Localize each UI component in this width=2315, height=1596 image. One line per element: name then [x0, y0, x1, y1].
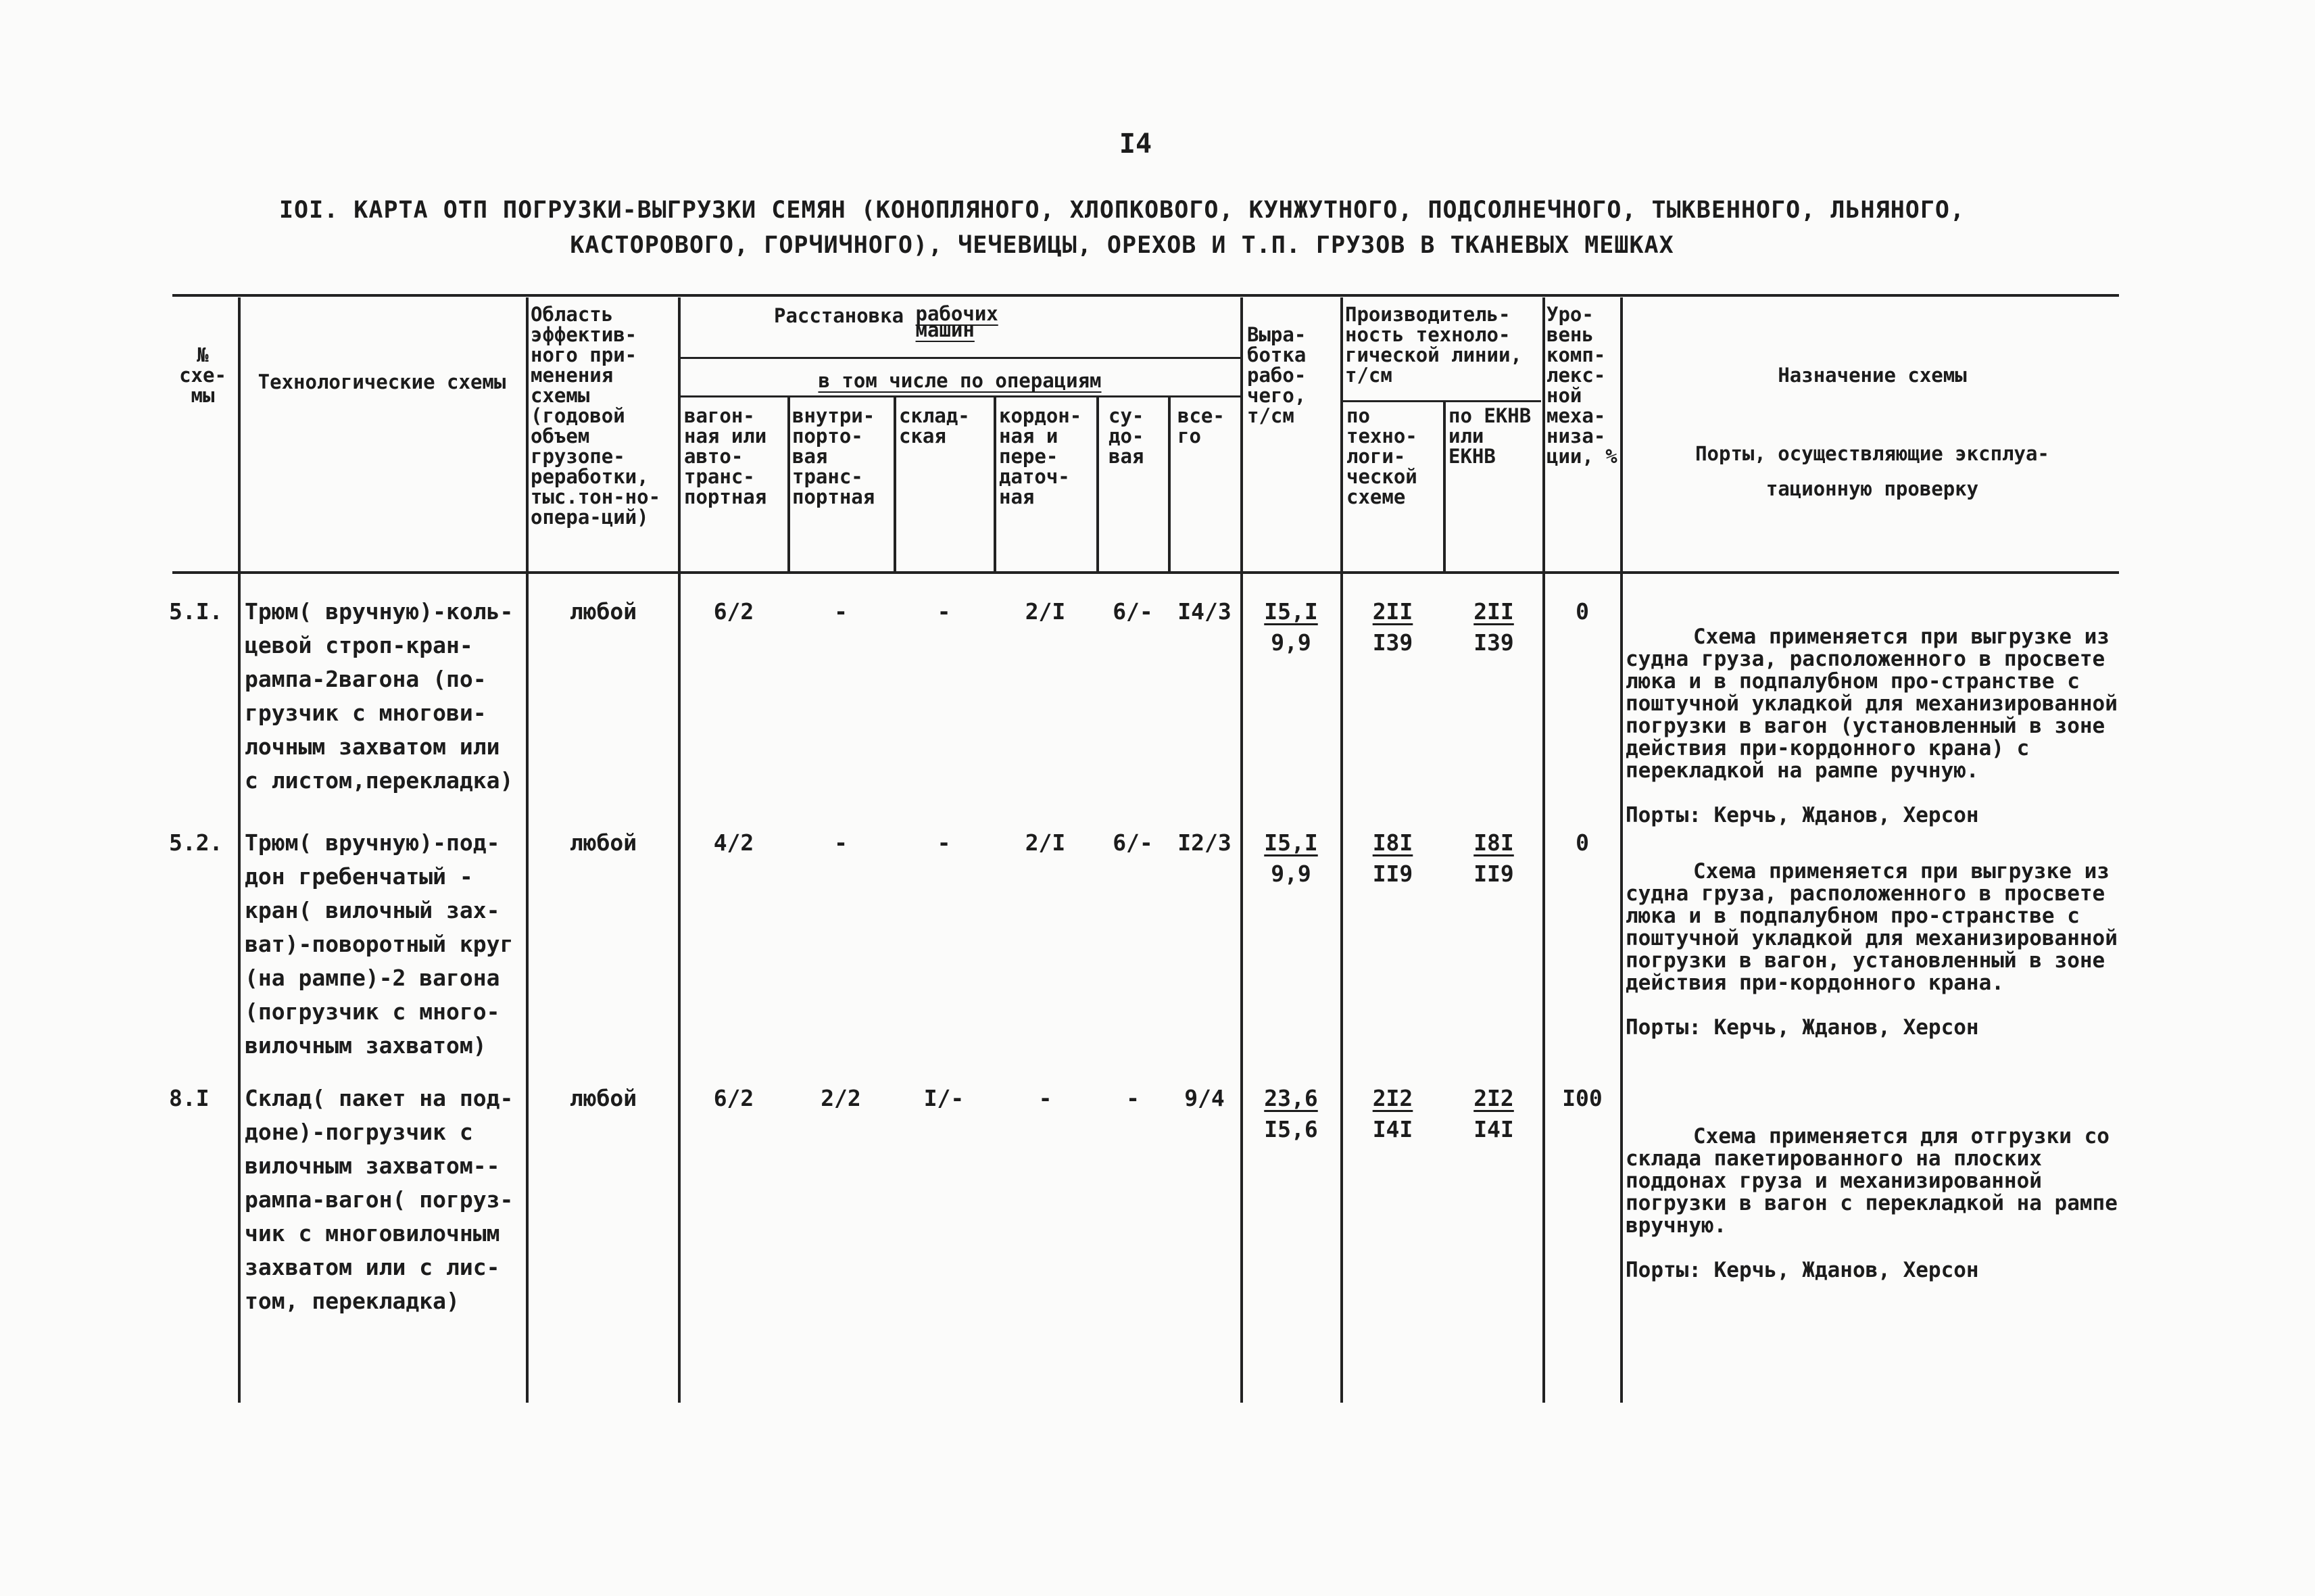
row-op-4: 2/I [1025, 598, 1066, 625]
row-prod-norm [1446, 596, 1541, 658]
header-incl-ops: в том числе по операциям [818, 369, 1102, 392]
header-scheme-no: № схе-мы [179, 343, 226, 407]
row-prod-norm-top: 2II [1473, 598, 1514, 625]
row-scheme-text: Трюм( вручную)-коль-цевой строп-кран-рампа-2вагона (по-грузчик с многови-лочным захватом или с листом,перекладка) [245, 598, 514, 794]
row-prod-scheme [1344, 1083, 1442, 1145]
col-line-6 [994, 397, 996, 571]
row-prod-norm-top: I8I [1473, 829, 1514, 856]
row-output-bottom: 9,9 [1271, 629, 1311, 656]
header-bottom-rule [172, 571, 2119, 574]
col-line-11 [1443, 402, 1446, 571]
row-op-2: - [834, 598, 848, 625]
col-line-5 [894, 397, 896, 571]
row-prod-norm-top: 2I2 [1473, 1085, 1514, 1111]
col-line-7 [1096, 397, 1099, 571]
row-prod-scheme-bottom: II9 [1372, 861, 1413, 887]
row-prod-scheme-bottom: I4I [1372, 1116, 1413, 1142]
row-level: I00 [1562, 1085, 1603, 1111]
page-number: I4 [1119, 128, 1152, 160]
incl-ops-rule [679, 395, 1240, 397]
title-line-1: IOI. КАРТА ОТП ПОГРУЗКИ-ВЫГРУЗКИ СЕМЯН (КОНОПЛЯНОГО, ХЛОПКОВОГО, КУНЖУТНОГО, ПОДСОЛНЕЧНОГО, ТЫКВЕННОГО, ЛЬНЯНОГО, [278, 197, 1966, 224]
row-level: 0 [1576, 598, 1589, 625]
row-prod-scheme-top: 2I2 [1372, 1085, 1413, 1111]
row-prod-scheme-top: 2II [1372, 598, 1413, 625]
row-op-4: 2/I [1025, 829, 1066, 856]
row-op-2: 2/2 [821, 1085, 861, 1111]
header-placement-under: рабочих машин [915, 302, 998, 341]
header-op-1: вагон-ная или авто-транс-портная [684, 404, 767, 508]
productivity-sub-rule [1342, 400, 1541, 402]
row-output [1244, 827, 1338, 890]
header-prod-scheme: по техно-логи-ческой схеме [1346, 404, 1417, 508]
header-op-4: кордон-ная и пере-даточ-ная [999, 404, 1082, 508]
row-op-1: 4/2 [713, 829, 754, 856]
header-purpose-sub: Порты, осуществляющие эксплуа-тационную проверку [1695, 442, 2049, 500]
row-prod-norm-bottom: II9 [1473, 861, 1514, 887]
row-prod-scheme-top: I8I [1372, 829, 1413, 856]
row-output [1244, 1083, 1338, 1145]
row-prod-norm-bottom: I39 [1473, 629, 1514, 656]
row-level: 0 [1576, 829, 1589, 856]
placement-sub-rule [679, 357, 1240, 359]
row-output-top: 23,6 [1264, 1085, 1318, 1111]
row-prod-norm [1446, 827, 1541, 890]
title-line-2: КАСТОРОВОГО, ГОРЧИЧНОГО), ЧЕЧЕВИЦЫ, ОРЕХОВ И Т.П. ГРУЗОВ В ТКАНЕВЫХ МЕШКАХ [570, 232, 1674, 259]
row-op-2: - [834, 829, 848, 856]
header-area: Область эффектив-ного при-менения схемы (годовой объем грузопе-реработки, тыс.тон-но-опера-ций) [531, 303, 661, 529]
row-purpose-text: Схема применяется при выгрузке из судна груза, расположенного в просвете люка и в подпалубном про-странстве с поштучной укладкой для механизированной погрузки в вагон, установленный в зоне действия при-кордонного крана. [1626, 859, 2118, 995]
row-scheme-no: 5.2. [169, 829, 223, 856]
row-op-1: 6/2 [713, 598, 754, 625]
col-line-9 [1240, 297, 1243, 1403]
header-placement [774, 302, 1179, 341]
col-line-3 [678, 297, 681, 1403]
row-purpose [1626, 1103, 2119, 1304]
header-prod-norm: по ЕКНВ или ЕКНВ [1448, 404, 1532, 468]
row-op-5: 6/- [1113, 829, 1153, 856]
row-output-top: I5,I [1264, 598, 1318, 625]
table-top-rule [172, 294, 2119, 297]
col-line-12 [1542, 297, 1545, 1403]
header-purpose-title: Назначение схемы [1778, 364, 1967, 387]
row-purpose-text: Схема применяется для отгрузки со склада пакетированного на плоских поддонах груза и механизированной погрузки в вагон с перекладкой на рампе вручную. [1626, 1124, 2118, 1238]
row-op-1: 6/2 [713, 1085, 754, 1111]
row-op-5: - [1126, 1085, 1140, 1111]
row-purpose [1626, 604, 2119, 849]
row-output-bottom: 9,9 [1271, 861, 1311, 887]
row-op-3: - [937, 829, 951, 856]
row-scheme-text: Склад( пакет на под-доне)-погрузчик с вилочным захватом--рампа-вагон( погруз-чик с многовилочным захватом или с лис-том, перекладка) [245, 1085, 514, 1314]
row-scheme-text: Трюм( вручную)-под-дон гребенчатый - кран( вилочный зах-ват)-поворотный круг (на рампе)-2 вагона (погрузчик с много-вилочным захватом) [245, 829, 514, 1059]
header-op-5: су-до-вая [1108, 404, 1144, 468]
row-area: любой [569, 598, 637, 625]
row-op-6: 9/4 [1184, 1085, 1225, 1111]
row-area: любой [569, 1085, 637, 1111]
header-placement-prefix: Расстановка [774, 304, 904, 327]
row-ports: Порты: Керчь, Жданов, Херсон [1626, 1258, 1979, 1282]
header-tech-schemes: Технологические схемы [258, 370, 506, 393]
col-line-8 [1168, 397, 1171, 571]
row-output-top: I5,I [1264, 829, 1318, 856]
header-level: Уро-вень комп-лекс-ной меха-низа-ции, % [1546, 303, 1617, 468]
header-output: Выра-ботка рабо-чего, т/см [1247, 323, 1307, 427]
row-scheme-no: 8.I [169, 1085, 210, 1111]
row-ports: Порты: Керчь, Жданов, Херсон [1626, 1015, 1979, 1040]
row-prod-norm [1446, 1083, 1541, 1145]
header-op-6: все-го [1177, 404, 1225, 448]
row-op-3: I/- [923, 1085, 965, 1111]
row-prod-scheme-bottom: I39 [1372, 629, 1413, 656]
row-purpose-text: Схема применяется при выгрузке из судна груза, расположенного в просвете люка и в подпалубном про-странстве с поштучной укладкой для механизированной погрузки в вагон (установленный в зоне действия при-кордонного крана) с перекладкой на рампе ручную. [1626, 625, 2118, 783]
col-line-2 [526, 297, 529, 1403]
col-line-1 [238, 297, 241, 1403]
header-op-3: склад-ская [899, 404, 970, 448]
col-line-10 [1340, 297, 1343, 1403]
row-op-6: I4/3 [1177, 598, 1232, 625]
col-line-13 [1620, 297, 1623, 1403]
row-prod-norm-bottom: I4I [1473, 1116, 1514, 1142]
row-purpose [1626, 838, 2119, 1061]
row-prod-scheme [1344, 827, 1442, 890]
document-title [270, 193, 1974, 263]
row-output [1244, 596, 1338, 658]
row-op-4: - [1038, 1085, 1052, 1111]
row-area: любой [569, 829, 637, 856]
header-productivity: Производитель-ность техноло-гической линии, т/см [1345, 303, 1522, 387]
row-output-bottom: I5,6 [1264, 1116, 1318, 1142]
col-line-4 [787, 397, 790, 571]
row-op-6: I2/3 [1177, 829, 1232, 856]
row-op-5: 6/- [1113, 598, 1153, 625]
row-op-3: - [937, 598, 951, 625]
row-ports: Порты: Керчь, Жданов, Херсон [1626, 803, 1979, 827]
header-op-2: внутри-порто-вая транс-портная [792, 404, 875, 508]
row-scheme-no: 5.I. [169, 598, 223, 625]
row-prod-scheme [1344, 596, 1442, 658]
